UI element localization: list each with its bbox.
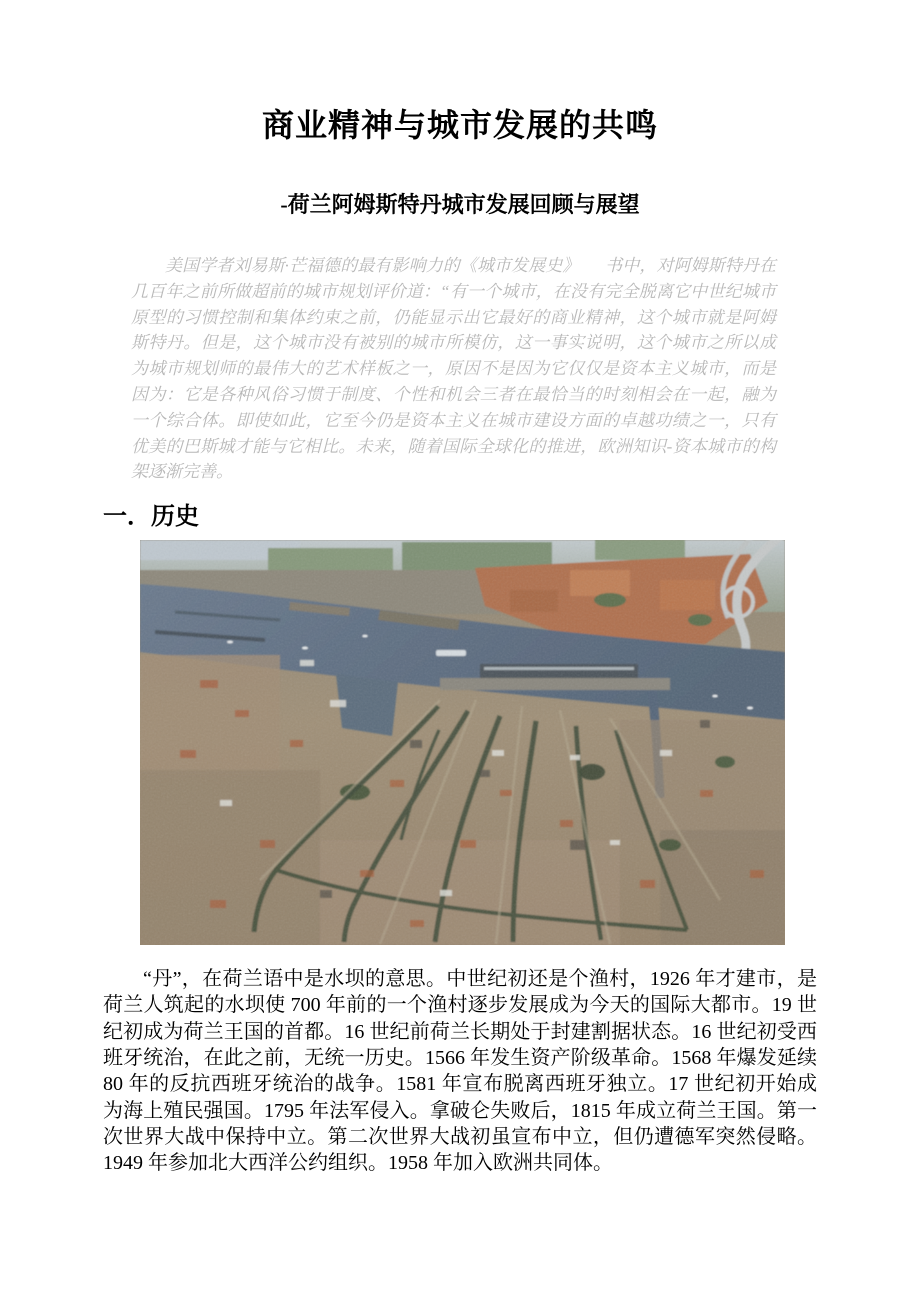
amsterdam-aerial-photo-svg [140, 540, 785, 945]
document-title: 商业精神与城市发展的共鸣 [261, 107, 658, 143]
history-paragraph: “丹”，在荷兰语中是水坝的意思。中世纪初还是个渔村，1926 年才建市，是荷兰人筑起的水坝使 700 年前的一个渔村逐步发展成为今天的国际大都市。19 世纪初成为荷兰王国的首都。16 世纪前荷兰长期处于封建割据状态。16 世纪初受西班牙统治，在此之前，无统一历史。1566 年发生资产阶级革命。1568 年爆发延续 80 年的反抗西班牙统治的战争。1581 年宣布脱离西班牙独立。17 世纪初开始成为海上殖民强国。1795 年法军侵入。拿破仑失败后，1815 年成立荷兰王国。第一次世界大战中保持中立。第二次世界大战初虽宣布中立，但仍遭德军突然侵略。1949 年参加北大西洋公约组织。1958 年加入欧洲共同体。 [103, 968, 817, 1175]
section-heading-history: 一．历史 [103, 504, 199, 531]
lead-quote-paragraph: 美国学者刘易斯·芒福德的最有影响力的《城市发展史》 书中，对阿姆斯特丹在几百年之前所做超前的城市规划评价道：“有一个城市，在没有完全脱离它中世纪城市原型的习惯控制和集体约束之前，仍能显示出它最好的商业精神，这个城市就是阿姆斯特丹。但是，这个城市没有被别的城市所模仿，这一事实说明，这个城市之所以成为城市规划师的最伟大的艺术样板之一，原因不是因为它仅仅是资本主义城市，而是因为：它是各种风俗习惯于制度、个性和机会三者在最恰当的时刻相会在一起，融为一个综合体。即使如此，它至今仍是资本主义在城市建设方面的卓越功绩之一，只有优美的巴斯城才能与它相比。未来，随着国际全球化的推进，欧洲知识-资本城市的构架逐渐完善。 [131, 256, 776, 482]
document-subtitle: -荷兰阿姆斯特丹城市发展回顾与展望 [280, 192, 640, 217]
amsterdam-aerial-photo [140, 540, 785, 945]
